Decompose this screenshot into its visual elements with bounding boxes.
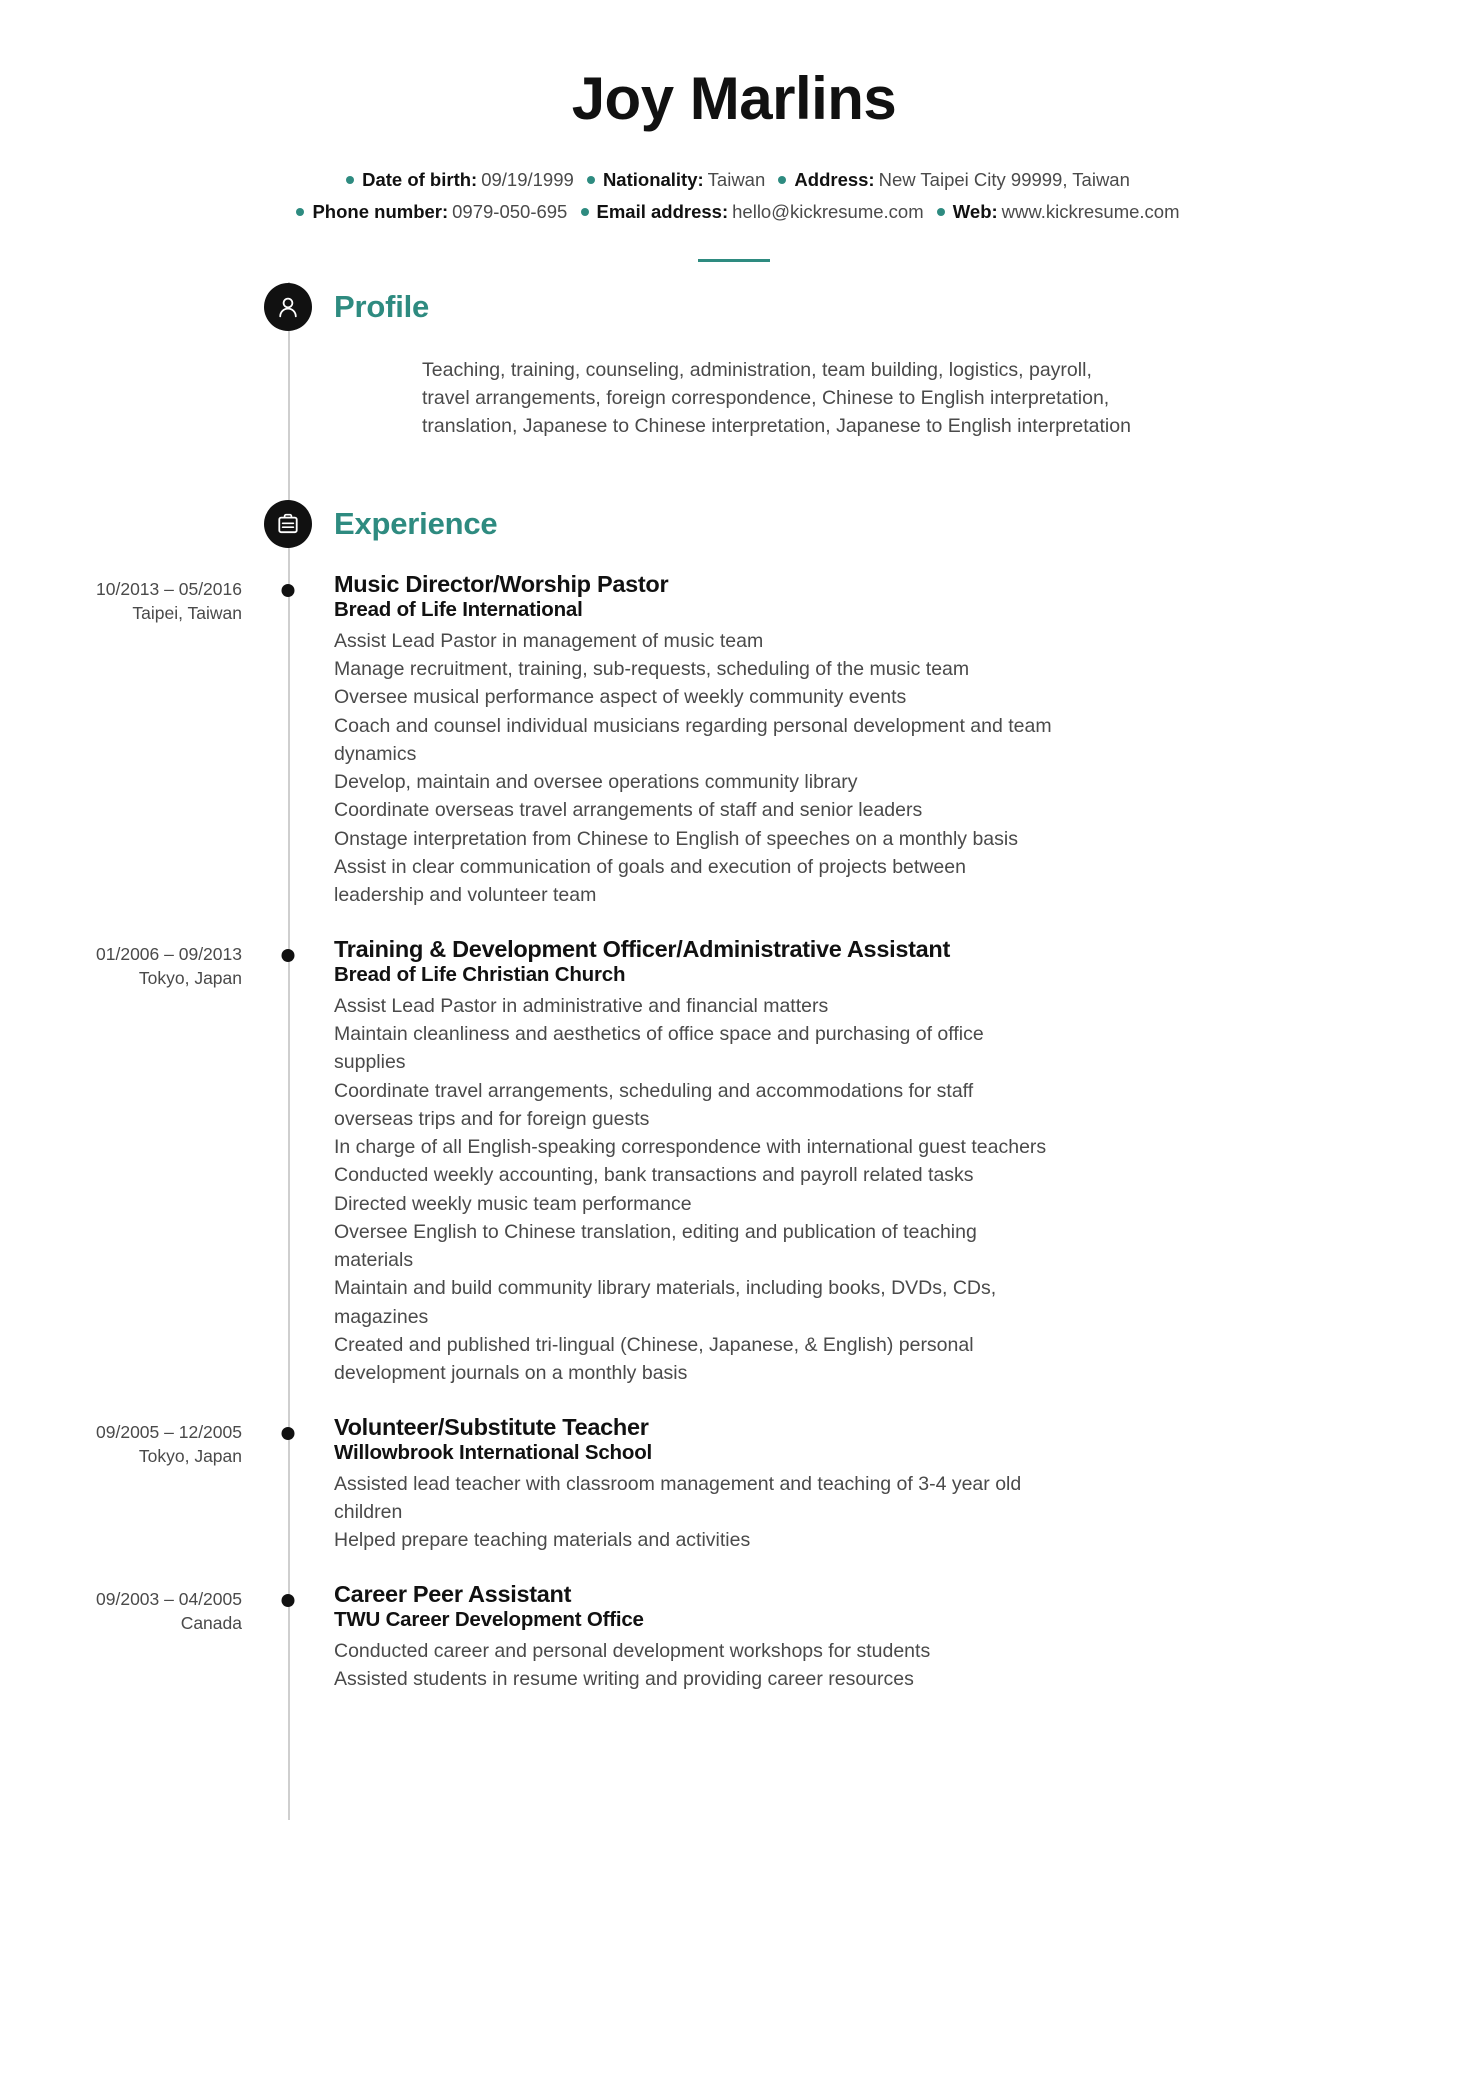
job-responsibility: Directed weekly music team performance bbox=[334, 1192, 692, 1215]
contact-value[interactable]: www.kickresume.com bbox=[1001, 201, 1180, 223]
job-responsibility: Manage recruitment, training, sub-requests, scheduling of the music team bbox=[334, 658, 970, 681]
contact-label: Phone number: bbox=[312, 201, 449, 223]
bullet-dot-icon bbox=[937, 208, 945, 216]
entry-meta bbox=[0, 1414, 264, 1555]
contact-value: New Taipei City 99999, Taiwan bbox=[878, 169, 1130, 190]
job-responsibility: Helped prepare teaching materials and activities bbox=[334, 1529, 751, 1552]
timeline-marker bbox=[264, 1581, 312, 1694]
job-responsibility: In charge of all English-speaking correspondence with international guest teachers bbox=[334, 1136, 1047, 1159]
entry-location: Tokyo, Japan bbox=[138, 968, 242, 989]
job-responsibility-list bbox=[334, 627, 1052, 910]
job-title: Career Peer Assistant bbox=[334, 1580, 572, 1607]
person-icon bbox=[264, 283, 312, 331]
job-responsibility: Onstage interpretation from Chinese to English of speeches on a monthly basis bbox=[334, 827, 1018, 850]
job-organization: Bread of Life International bbox=[334, 598, 583, 622]
timeline-dot-icon bbox=[282, 584, 295, 597]
contact-label: Nationality: bbox=[602, 169, 704, 190]
job-responsibility: Assisted lead teacher with classroom management and teaching of 3-4 year old children bbox=[334, 1472, 1022, 1524]
timeline-marker bbox=[264, 571, 312, 910]
contact-line-1 bbox=[0, 164, 1468, 196]
entry-date-range: 10/2013 – 05/2016 bbox=[96, 578, 242, 599]
timeline-marker bbox=[264, 936, 312, 1388]
job-title: Training & Development Officer/Administrative Assistant bbox=[334, 935, 950, 962]
contact-value: 09/19/1999 bbox=[481, 169, 574, 190]
entry-location: Tokyo, Japan bbox=[138, 1446, 242, 1467]
contact-phone-number bbox=[288, 201, 572, 222]
job-responsibility: Maintain cleanliness and aesthetics of office space and purchasing of office supplies bbox=[334, 1023, 984, 1074]
bullet-dot-icon bbox=[296, 208, 304, 216]
entry-meta bbox=[0, 571, 264, 910]
job-responsibility: Assisted students in resume writing and providing career resources bbox=[334, 1668, 914, 1691]
job-responsibility: Assist Lead Pastor in administrative and financial matters bbox=[334, 994, 829, 1017]
experience-entry bbox=[0, 571, 1468, 910]
contact-label: Address: bbox=[794, 169, 875, 190]
section-experience bbox=[0, 499, 1468, 1694]
job-responsibility-list bbox=[334, 1637, 1052, 1694]
section-profile bbox=[0, 282, 1468, 441]
job-responsibility: Assist in clear communication of goals and execution of projects between leadership and volunteer team bbox=[334, 855, 966, 907]
entry-content bbox=[312, 1581, 1052, 1694]
job-responsibility: Develop, maintain and oversee operations community library bbox=[334, 771, 858, 794]
entry-meta bbox=[0, 1581, 264, 1694]
job-organization: TWU Career Development Office bbox=[334, 1608, 644, 1632]
job-responsibility: Coach and counsel individual musicians regarding personal development and team dynamics bbox=[334, 714, 1052, 765]
contact-date-of-birth bbox=[338, 169, 579, 190]
job-responsibility: Maintain and build community library materials, including books, DVDs, CDs, magazines bbox=[334, 1277, 997, 1328]
briefcase-icon bbox=[264, 500, 312, 548]
contact-label: Date of birth: bbox=[362, 169, 478, 190]
contact-nationality bbox=[579, 169, 770, 190]
timeline-dot-icon bbox=[282, 1594, 295, 1607]
contact-value: 0979-050-695 bbox=[452, 201, 568, 223]
contact-value[interactable]: hello@kickresume.com bbox=[732, 201, 924, 223]
job-title: Music Director/Worship Pastor bbox=[334, 570, 669, 597]
job-organization: Bread of Life Christian Church bbox=[334, 963, 626, 987]
section-header-experience bbox=[264, 499, 1468, 549]
entry-location: Canada bbox=[180, 1613, 242, 1634]
timeline-dot-icon bbox=[282, 949, 295, 962]
contact-label: Email address: bbox=[596, 201, 729, 223]
entry-meta bbox=[0, 936, 264, 1388]
section-title: Profile bbox=[334, 288, 430, 324]
bullet-dot-icon bbox=[346, 176, 354, 184]
entry-content bbox=[312, 1414, 1052, 1555]
timeline-dot-icon bbox=[282, 1427, 295, 1440]
job-organization: Willowbrook International School bbox=[334, 1441, 653, 1465]
experience-entry-list bbox=[0, 571, 1468, 1694]
job-responsibility-list bbox=[334, 1470, 1052, 1555]
profile-summary-text: Teaching, training, counseling, administration, team building, logistics, payroll, travel arrangements, foreign correspondence, Chinese to English interpretation, translation, Japanese to Chinese interpretation, Japanese to English interpretation bbox=[422, 358, 1131, 438]
entry-date-range: 09/2005 – 12/2005 bbox=[96, 1421, 242, 1442]
resume-header bbox=[0, 0, 1468, 262]
contact-value: Taiwan bbox=[707, 169, 766, 190]
job-responsibility: Coordinate overseas travel arrangements of staff and senior leaders bbox=[334, 799, 923, 822]
contact-web[interactable] bbox=[929, 201, 1180, 222]
contact-line-2 bbox=[0, 196, 1468, 228]
bullet-dot-icon bbox=[778, 176, 786, 184]
job-responsibility: Assist Lead Pastor in management of music team bbox=[334, 629, 764, 652]
section-title: Experience bbox=[334, 505, 498, 541]
contact-label: Web: bbox=[952, 201, 998, 223]
section-header-profile bbox=[264, 282, 1468, 332]
job-responsibility: Coordinate travel arrangements, scheduling and accommodations for staff overseas trips and for foreign guests bbox=[334, 1079, 974, 1130]
bullet-dot-icon bbox=[581, 208, 589, 216]
header-divider bbox=[698, 259, 770, 262]
job-title: Volunteer/Substitute Teacher bbox=[334, 1413, 649, 1440]
experience-entry bbox=[0, 936, 1468, 1388]
job-responsibility: Created and published tri-lingual (Chinese, Japanese, & English) personal development journals on a monthly basis bbox=[334, 1334, 974, 1385]
timeline-marker bbox=[264, 1414, 312, 1555]
bullet-dot-icon bbox=[587, 176, 595, 184]
job-responsibility: Conducted weekly accounting, bank transactions and payroll related tasks bbox=[334, 1164, 974, 1187]
entry-content bbox=[312, 571, 1052, 910]
contact-details bbox=[0, 164, 1468, 229]
experience-entry bbox=[0, 1581, 1468, 1694]
job-responsibility: Conducted career and personal development workshops for students bbox=[334, 1639, 931, 1662]
job-responsibility: Oversee musical performance aspect of weekly community events bbox=[334, 686, 907, 709]
entry-date-range: 09/2003 – 04/2005 bbox=[96, 1588, 242, 1609]
contact-email-address[interactable] bbox=[573, 201, 929, 222]
entry-content bbox=[312, 936, 1052, 1388]
entry-location: Taipei, Taiwan bbox=[132, 603, 242, 624]
resume-body bbox=[0, 282, 1468, 1860]
job-responsibility-list bbox=[334, 992, 1052, 1388]
entry-date-range: 01/2006 – 09/2013 bbox=[96, 943, 242, 964]
experience-entry bbox=[0, 1414, 1468, 1555]
page-title: Joy Marlins bbox=[571, 65, 897, 132]
job-responsibility: Oversee English to Chinese translation, editing and publication of teaching materials bbox=[334, 1220, 977, 1272]
contact-address bbox=[770, 169, 1129, 190]
